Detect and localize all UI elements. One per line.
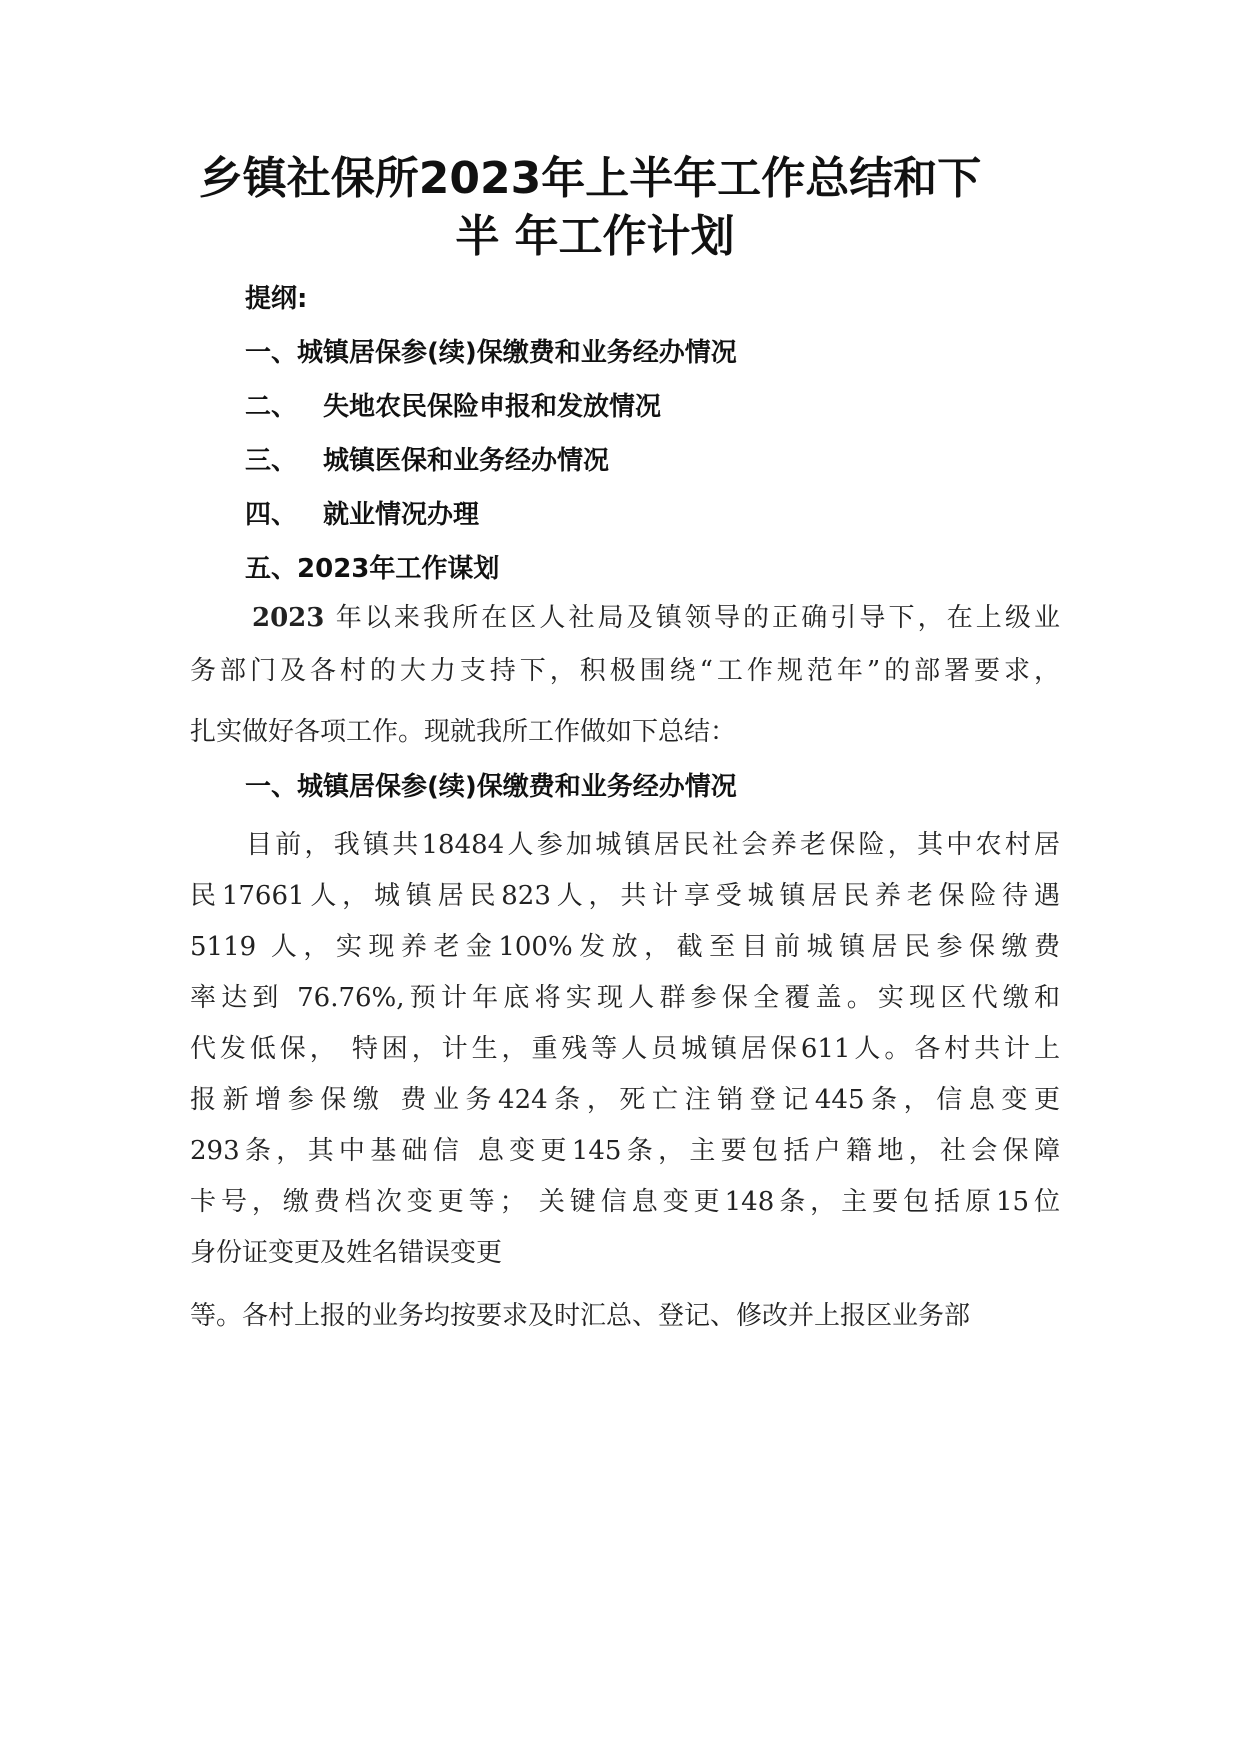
outline-item-5	[245, 542, 1095, 596]
section-1-line: 卡号，缴费档次变更等； 关键信息变更148条，主要包括原15位	[190, 1187, 1060, 1217]
outline-item-number: 五、	[245, 554, 298, 584]
section-1-line: 代发低保， 特困，计生，重残等人员城镇居保611人。各村共计上	[190, 1034, 1060, 1064]
outline-item-text: 城镇医保和业务经办情况	[323, 446, 610, 476]
outline-item-number: 一、	[245, 338, 298, 368]
outline-item-number: 二、	[245, 392, 298, 422]
intro-line-1-text: 年以来我所在区人社局及镇领导的正确引导下，在上级业	[324, 603, 1060, 633]
section-1-line: 目前，我镇共18484人参加城镇居民社会养老保险，其中农村居	[246, 830, 1060, 860]
section-1-line: 身份证变更及姓名错误变更	[190, 1238, 503, 1268]
outline-item-2	[245, 380, 1095, 434]
section-1-paragraph	[190, 820, 1060, 1279]
outline-item-1	[245, 326, 1095, 380]
outline-item-3	[245, 434, 1095, 488]
title-line-1: 乡镇社保所2023年上半年工作总结和下	[198, 153, 982, 204]
title-line-2: 半 年工作计划	[455, 211, 735, 262]
section-1-line: 293条，其中基础信 息变更145条，主要包括户籍地，社会保障	[190, 1136, 1060, 1166]
outline-label: 提纲:	[245, 284, 308, 314]
document-title	[150, 150, 1030, 266]
intro-year: 2023	[252, 603, 325, 633]
continuation-paragraph	[190, 1290, 1060, 1342]
outline-item-text: 2023年工作谋划	[297, 554, 500, 584]
outline-item-text: 就业情况办理	[323, 500, 480, 530]
intro-paragraph	[190, 592, 1060, 759]
continuation-line: 等。各村上报的业务均按要求及时汇总、登记、修改并上报区业务部	[190, 1301, 971, 1331]
section-1-heading: 一、城镇居保参(续)保缴费和业务经办情况	[245, 772, 737, 802]
outline-item-4	[245, 488, 1095, 542]
intro-line-3: 扎实做好各项工作。现就我所工作做如下总结：	[190, 717, 737, 747]
section-1-line: 民17661人，城镇居民823人，共计享受城镇居民养老保险待遇	[190, 881, 1060, 911]
outline-item-text: 城镇居保参(续)保缴费和业务经办情况	[297, 338, 737, 368]
section-1-line: 率达到 76.76%,预计年底将实现人群参保全覆盖。实现区代缴和	[190, 983, 1060, 1013]
outline-item-number: 四、	[245, 500, 298, 530]
intro-line-1	[190, 592, 1060, 645]
intro-line-2: 务部门及各村的大力支持下，积极围绕“工作规范年”的部署要求，	[190, 656, 1060, 686]
outline	[245, 272, 1095, 596]
section-1-line: 5119 人，实现养老金100%发放，截至目前城镇居民参保缴费	[190, 932, 1060, 962]
outline-item-text: 失地农民保险申报和发放情况	[323, 392, 662, 422]
outline-item-number: 三、	[245, 446, 298, 476]
section-1-line: 报新增参保缴 费业务424条，死亡注销登记445条，信息变更	[190, 1085, 1060, 1115]
